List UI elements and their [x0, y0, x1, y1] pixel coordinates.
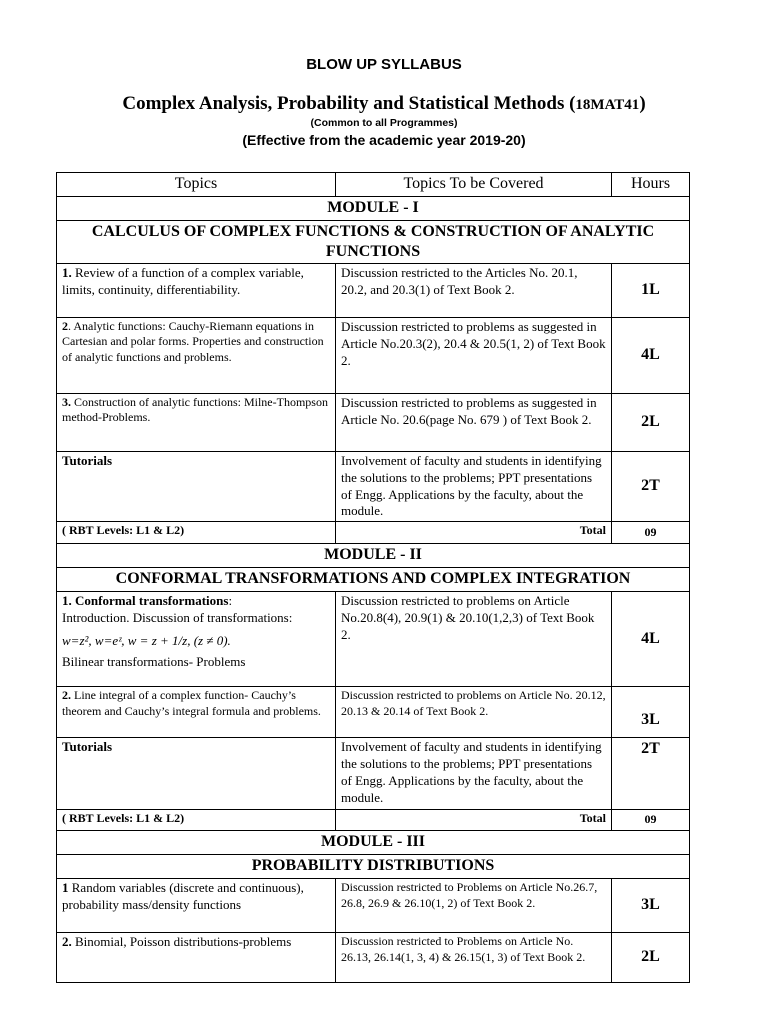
module-2-label: MODULE - II — [57, 544, 690, 568]
module-title-row — [57, 568, 690, 592]
module-1-title: CALCULUS OF COMPLEX FUNCTIONS & CONSTRUCTION OF ANALYTIC FUNCTIONS — [57, 220, 690, 263]
topic-cell: 2. Binomial, Poisson distributions-problems — [57, 933, 336, 983]
module-label-row — [57, 197, 690, 221]
covered-cell: Involvement of faculty and students in identifying the solutions to the problems; PPT presentations of Engg. Applications by the faculty, about the module. — [336, 451, 612, 522]
topic-cell: 2. Line integral of a complex function- Cauchy’s theorem and Cauchy’s integral formula and problems. — [57, 687, 336, 738]
module-title-row — [57, 855, 690, 879]
module-title-row — [57, 220, 690, 263]
course-title: Complex Analysis, Probability and Statistical Methods (18MAT41) — [122, 93, 646, 114]
covered-cell: Discussion restricted to the Articles No. 20.1, 20.2, and 20.3(1) of Text Book 2. — [336, 263, 612, 317]
col-topics-header: Topics — [57, 173, 336, 197]
covered-cell: Discussion restricted to problems as suggested in Article No.20.3(2), 20.4 & 20.5(1, 2) of Text Book 2. — [336, 317, 612, 393]
topic-cell: 1 Random variables (discrete and continuous), probability mass/density functions — [57, 879, 336, 933]
col-hours-header: Hours — [612, 173, 690, 197]
hours-cell: 2T — [612, 451, 690, 522]
module-3-title: PROBABILITY DISTRIBUTIONS — [57, 855, 690, 879]
table-header-row — [57, 173, 690, 197]
rbt-levels: ( RBT Levels: L1 & L2) — [57, 522, 336, 544]
covered-cell: Discussion restricted to problems as suggested in Article No. 20.6(page No. 679 ) of Text Book 2. — [336, 393, 612, 451]
table-row — [57, 933, 690, 983]
transformation-formula: w=z², w=eᶻ, w = z + 1/z, (z ≠ 0). — [62, 632, 231, 648]
hours-cell: 3L — [612, 879, 690, 933]
covered-cell: Involvement of faculty and students in identifying the solutions to the problems; PPT presentations of Engg. Applications by the faculty, about the module. — [336, 738, 612, 810]
hours-cell: 4L — [612, 317, 690, 393]
table-row — [57, 393, 690, 451]
hours-cell: 4L — [612, 592, 690, 687]
total-hours: 09 — [612, 810, 690, 831]
module-1-label: MODULE - I — [57, 197, 690, 221]
table-row — [57, 317, 690, 393]
syllabus-table — [56, 172, 690, 983]
table-row — [57, 687, 690, 738]
covered-cell: Discussion restricted to Problems on Article No.26.7, 26.8, 26.9 & 26.10(1, 2) of Text Book 2. — [336, 879, 612, 933]
rbt-levels: ( RBT Levels: L1 & L2) — [57, 810, 336, 831]
table-row — [57, 879, 690, 933]
covered-cell: Discussion restricted to Problems on Article No. 26.13, 26.14(1, 3, 4) & 26.15(1, 3) of Text Book 2. — [336, 933, 612, 983]
course-code: 18MAT41 — [575, 97, 640, 113]
topic-cell: 2. Analytic functions: Cauchy-Riemann equations in Cartesian and polar forms. Properties and construction of analytic functions and problems. — [57, 317, 336, 393]
hours-cell: 2L — [612, 393, 690, 451]
module-label-row — [57, 831, 690, 855]
topic-cell: Tutorials — [57, 738, 336, 810]
document-title: BLOW UP SYLLABUS — [306, 56, 462, 73]
effective-note: (Effective from the academic year 2019-20) — [242, 132, 526, 148]
hours-cell: 2L — [612, 933, 690, 983]
hours-cell: 3L — [612, 687, 690, 738]
table-row — [57, 738, 690, 810]
total-hours: 09 — [612, 522, 690, 544]
module-label-row — [57, 544, 690, 568]
total-label: Total — [336, 810, 612, 831]
table-row — [57, 451, 690, 522]
module-3-label: MODULE - III — [57, 831, 690, 855]
topic-cell: 3. Construction of analytic functions: Milne-Thompson method-Problems. — [57, 393, 336, 451]
topic-cell: Tutorials — [57, 451, 336, 522]
table-row — [57, 263, 690, 317]
covered-cell: Discussion restricted to problems on Article No.20.8(4), 20.9(1) & 20.10(1,2,3) of Text Book 2. — [336, 592, 612, 687]
module-2-title: CONFORMAL TRANSFORMATIONS AND COMPLEX INTEGRATION — [57, 568, 690, 592]
total-label: Total — [336, 522, 612, 544]
topic-cell: 1. Conformal transformations: Introduction. Discussion of transformations: w=z², w=eᶻ, w = z + 1/z, (z ≠ 0). Bilinear transformations- Problems — [57, 592, 336, 687]
topic-cell: 1. Review of a function of a complex variable, limits, continuity, differentiability. — [57, 263, 336, 317]
hours-cell: 1L — [612, 263, 690, 317]
hours-cell: 2T — [612, 738, 690, 810]
total-row — [57, 522, 690, 544]
table-row — [57, 592, 690, 687]
col-covered-header: Topics To be Covered — [336, 173, 612, 197]
covered-cell: Discussion restricted to problems on Article No. 20.12, 20.13 & 20.14 of Text Book 2. — [336, 687, 612, 738]
total-row — [57, 810, 690, 831]
common-note: (Common to all Programmes) — [310, 117, 458, 129]
